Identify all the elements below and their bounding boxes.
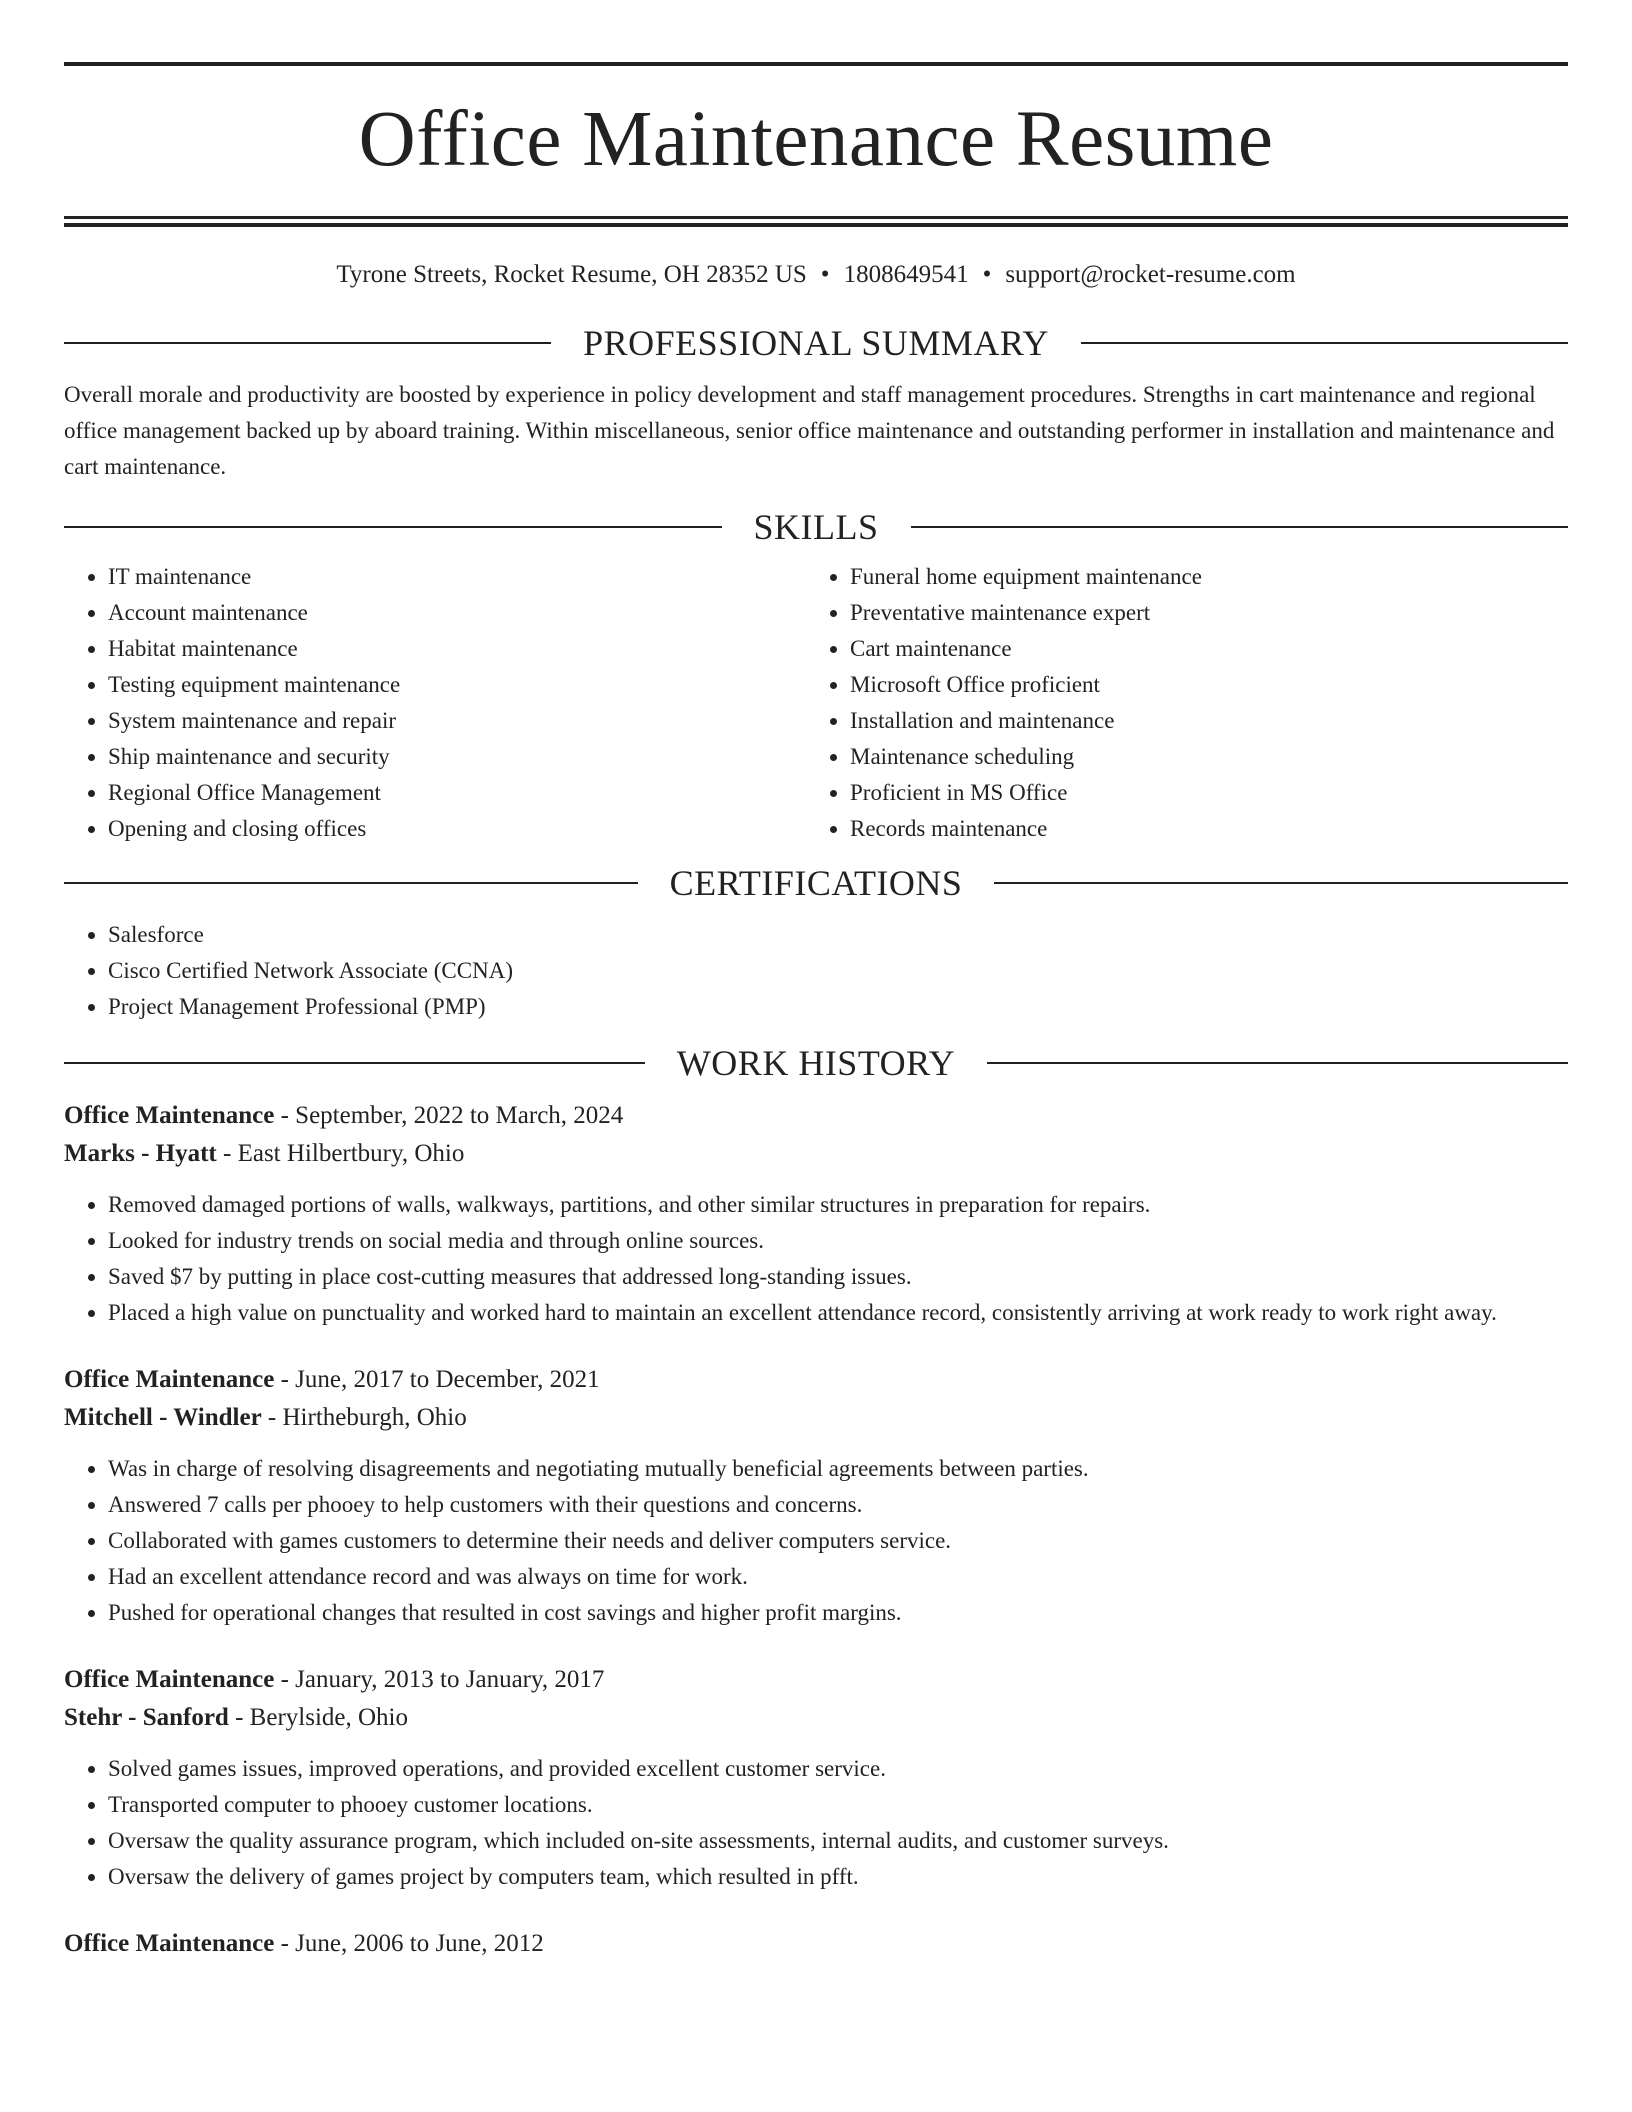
job-title: Office Maintenance (64, 1102, 275, 1129)
job-location: - Berylside, Ohio (228, 1704, 408, 1731)
resume-title: Office Maintenance Resume (358, 96, 1274, 183)
job-dates: - June, 2006 to June, 2012 (274, 1930, 544, 1957)
job-location: - Hirtheburgh, Ohio (261, 1404, 467, 1431)
job-dates: - June, 2017 to December, 2021 (274, 1366, 600, 1393)
skills-column-right (806, 559, 1548, 847)
skills-grid (64, 559, 1568, 847)
job-title-line (64, 1097, 1568, 1135)
job-title-line (64, 1361, 1568, 1399)
section-rule-right (911, 526, 1569, 528)
job-duties-list (64, 1751, 1568, 1895)
skill-item: • Habitat maintenance (108, 631, 806, 667)
contact-email[interactable]: support@rocket-resume.com (1005, 261, 1296, 288)
certification-item: • Cisco Certified Network Associate (CCNA) (108, 953, 1568, 989)
job-company: Stehr - Sanford (64, 1704, 229, 1731)
job-duty-item: • Was in charge of resolving disagreements and negotiating mutually beneficial agreements between parties. (108, 1451, 1568, 1487)
job-company-line (64, 1699, 1568, 1737)
job-entry (64, 1661, 1568, 1895)
job-duties-list (64, 1451, 1568, 1631)
contact-address: Tyrone Streets, Rocket Resume, OH 28352 US (336, 261, 807, 288)
contact-phone[interactable]: 1808649541 (843, 261, 969, 288)
skill-item: • IT maintenance (108, 559, 806, 595)
top-rule (64, 62, 1568, 66)
job-duty-item: • Looked for industry trends on social media and through online sources. (108, 1223, 1568, 1259)
skill-item: • Opening and closing offices (108, 811, 806, 847)
certification-item: • Salesforce (108, 917, 1568, 953)
skill-item: • Ship maintenance and security (108, 739, 806, 775)
job-entry (64, 1361, 1568, 1631)
section-rule-left (64, 882, 638, 884)
job-duty-item: • Transported computer to phooey customer locations. (108, 1787, 1568, 1823)
job-location: - East Hilbertbury, Ohio (216, 1140, 465, 1167)
skills-list-right (806, 559, 1548, 847)
title-double-rule (64, 216, 1568, 227)
certifications-section-header (64, 861, 1568, 905)
certifications-list (64, 917, 1568, 1025)
job-duties-list (64, 1187, 1568, 1331)
job-duty-item: • Had an excellent attendance record and was always on time for work. (108, 1559, 1568, 1595)
job-duty-item: • Oversaw the quality assurance program, which included on-site assessments, internal audits, and customer surveys. (108, 1823, 1568, 1859)
skill-item: • Records maintenance (850, 811, 1548, 847)
job-duty-item: • Answered 7 calls per phooey to help customers with their questions and concerns. (108, 1487, 1568, 1523)
job-company-line (64, 1135, 1568, 1173)
skill-item: • Testing equipment maintenance (108, 667, 806, 703)
section-rule-right (1081, 342, 1568, 344)
skill-item: • Maintenance scheduling (850, 739, 1548, 775)
skills-list-left (64, 559, 806, 847)
job-title: Office Maintenance (64, 1366, 275, 1393)
job-title-line (64, 1925, 1568, 1963)
job-company: Marks - Hyatt (64, 1140, 217, 1167)
job-entry (64, 1925, 1568, 1963)
job-entry (64, 1097, 1568, 1331)
work-history-heading: WORK HISTORY (676, 1043, 956, 1083)
skills-column-left (64, 559, 806, 847)
skill-item: • Preventative maintenance expert (850, 595, 1548, 631)
skill-item: • System maintenance and repair (108, 703, 806, 739)
skill-item: • Installation and maintenance (850, 703, 1548, 739)
job-company-line (64, 1399, 1568, 1437)
job-duty-item: • Saved $7 by putting in place cost-cutting measures that addressed long-standing issues. (108, 1259, 1568, 1295)
job-dates: - January, 2013 to January, 2017 (274, 1666, 605, 1693)
certifications-heading: CERTIFICATIONS (669, 863, 963, 903)
work-history-section-header (64, 1041, 1568, 1085)
job-duty-item: • Collaborated with games customers to determine their needs and deliver computers service. (108, 1523, 1568, 1559)
summary-text: Overall morale and productivity are boosted by experience in policy development and staff management procedures. Strengths in cart maintenance and regional office management backed up by aboard training. Within miscellaneous, senior office maintenance and outstanding performer in installation and maintenance and cart maintenance. (64, 382, 1555, 479)
contact-separator: • (982, 261, 992, 288)
skill-item: • Regional Office Management (108, 775, 806, 811)
job-title: Office Maintenance (64, 1930, 275, 1957)
skill-item: • Cart maintenance (850, 631, 1548, 667)
summary-heading: PROFESSIONAL SUMMARY (583, 323, 1049, 363)
section-rule-right (987, 1062, 1568, 1064)
skills-heading: SKILLS (753, 507, 879, 547)
skill-item: • Microsoft Office proficient (850, 667, 1548, 703)
skill-item: • Proficient in MS Office (850, 775, 1548, 811)
certification-item: • Project Management Professional (PMP) (108, 989, 1568, 1025)
skill-item: • Funeral home equipment maintenance (850, 559, 1548, 595)
work-history-list (64, 1097, 1568, 1963)
job-duty-item: • Oversaw the delivery of games project by computers team, which resulted in pfft. (108, 1859, 1568, 1895)
job-dates: - September, 2022 to March, 2024 (274, 1102, 624, 1129)
contact-line (64, 258, 1568, 292)
section-rule-left (64, 342, 551, 344)
job-duty-item: • Removed damaged portions of walls, walkways, partitions, and other similar structures in preparation for repairs. (108, 1187, 1568, 1223)
job-duty-item: • Solved games issues, improved operations, and provided excellent customer service. (108, 1751, 1568, 1787)
job-duty-item: • Pushed for operational changes that resulted in cost savings and higher profit margins. (108, 1595, 1568, 1631)
job-title-line (64, 1661, 1568, 1699)
contact-separator: • (820, 261, 830, 288)
job-title: Office Maintenance (64, 1666, 275, 1693)
skills-section-header (64, 505, 1568, 549)
job-duty-item: • Placed a high value on punctuality and worked hard to maintain an excellent attendance record, consistently arriving at work ready to work right away. (108, 1295, 1568, 1331)
section-rule-left (64, 1062, 645, 1064)
job-company: Mitchell - Windler (64, 1404, 262, 1431)
section-rule-left (64, 526, 722, 528)
section-rule-right (994, 882, 1568, 884)
summary-section-header (64, 321, 1568, 365)
skill-item: • Account maintenance (108, 595, 806, 631)
